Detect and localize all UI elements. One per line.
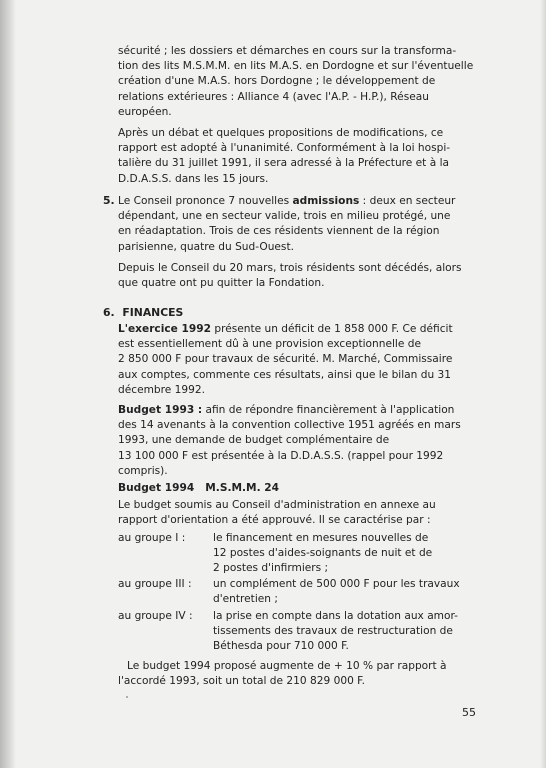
text-line: Le budget 1994 proposé augmente de + 10 % par rapport à bbox=[127, 660, 447, 672]
text-line: d'entretien ; bbox=[213, 593, 278, 606]
text-line: le financement en mesures nouvelles de bbox=[213, 532, 429, 544]
group-4-item bbox=[118, 609, 476, 655]
group-3-item bbox=[118, 577, 476, 608]
text-line: 1993, une demande de budget complémentaire de bbox=[118, 434, 390, 447]
text-line: création d'une M.A.S. hors Dordogne ; le développement de bbox=[118, 75, 436, 88]
group-label: au groupe IV : bbox=[118, 610, 193, 622]
text-span: afin de répondre financièrement à l'application bbox=[202, 404, 455, 416]
text-line: Après un débat et quelques propositions de modifications, ce bbox=[118, 127, 444, 139]
text-line: un complément de 500 000 F pour les travaux bbox=[213, 578, 460, 590]
text-line: tion des lits M.S.M.M. en lits M.A.S. en Dordogne et sur l'éventuelle bbox=[118, 60, 474, 73]
text-line: 2 postes d'infirmiers ; bbox=[213, 562, 329, 575]
text-line: décembre 1992. bbox=[118, 383, 205, 396]
text-line: 13 100 000 F est présentée à la D.D.A.S.S. (rappel pour 1992 bbox=[118, 449, 444, 462]
page-number: 55 bbox=[462, 706, 476, 719]
text-line: aux comptes, commente ces résultats, ainsi que le bilan du 31 bbox=[118, 368, 452, 381]
paragraph-deaths bbox=[118, 261, 476, 291]
paragraph-security bbox=[118, 44, 476, 120]
text-line: des 14 avenants à la convention collective 1951 agréés en mars bbox=[118, 419, 461, 432]
text-span: présente un déficit de 1 858 000 F. Ce déficit bbox=[210, 323, 453, 335]
text-line: que quatre ont pu quitter la Fondation. bbox=[118, 277, 325, 290]
paragraph-budget-total bbox=[118, 659, 476, 689]
group-text bbox=[213, 531, 476, 577]
text-line: la prise en compte dans la dotation aux amor- bbox=[213, 610, 458, 622]
paper-speck bbox=[126, 696, 128, 698]
paragraph-admissions bbox=[118, 194, 476, 255]
section-6-heading bbox=[103, 306, 183, 319]
text-line: D.D.A.S.S. dans les 15 jours. bbox=[118, 172, 269, 185]
admissions-keyword: admissions bbox=[292, 195, 360, 207]
text-line: est essentiellement dû à une provision exceptionnelle de bbox=[118, 338, 422, 351]
text-line bbox=[118, 403, 476, 418]
text-line: sécurité ; les dossiers et démarches en cours sur la transforma- bbox=[118, 45, 457, 57]
paragraph-budget-1993 bbox=[118, 403, 476, 479]
text-line: tissements des travaux de restructuration de bbox=[213, 625, 453, 638]
section-number-6: 6. bbox=[103, 306, 115, 319]
text-line: européen. bbox=[118, 105, 172, 118]
page-edge-shadow bbox=[540, 0, 546, 768]
text-line: 12 postes d'aides-soignants de nuit et de bbox=[213, 547, 433, 560]
text-span: : deux en secteur bbox=[359, 195, 456, 207]
exercice-keyword: L'exercice 1992 bbox=[118, 323, 211, 335]
budget-1994-heading: Budget 1994 M.S.M.M. 24 bbox=[118, 482, 280, 494]
text-line: rapport d'orientation a été approuvé. Il se caractérise par : bbox=[118, 514, 431, 527]
text-line: Le budget soumis au Conseil d'administration en annexe au bbox=[118, 499, 436, 512]
group-label: au groupe I : bbox=[118, 532, 186, 544]
group-label: au groupe III : bbox=[118, 578, 192, 590]
group-text bbox=[213, 609, 476, 655]
budget-1993-keyword: Budget 1993 : bbox=[118, 404, 203, 416]
text-line: dépendant, une en secteur valide, trois en milieu protégé, une bbox=[118, 210, 451, 223]
text-line: relations extérieures : Alliance 4 (avec l'A.P. - H.P.), Réseau bbox=[118, 90, 429, 103]
page-gutter-shadow bbox=[0, 0, 16, 768]
section-number-5: 5. bbox=[103, 194, 115, 207]
text-line: compris). bbox=[118, 464, 168, 477]
text-line: Béthesda pour 710 000 F. bbox=[213, 640, 349, 653]
group-1-item bbox=[118, 531, 476, 577]
group-text bbox=[213, 577, 476, 607]
paragraph-exercice-1992 bbox=[118, 322, 476, 398]
text-line bbox=[118, 194, 476, 209]
paragraph-budget-1994 bbox=[118, 481, 476, 529]
text-line: rapport est adopté à l'unanimité. Conformément à la loi hospi- bbox=[118, 142, 451, 155]
text-line: talière du 31 juillet 1991, il sera adressé à la Préfecture et à la bbox=[118, 157, 450, 170]
section-title: FINANCES bbox=[122, 306, 184, 319]
text-span: Le Conseil prononce 7 nouvelles bbox=[118, 195, 293, 207]
text-line: en réadaptation. Trois de ces résidents viennent de la région bbox=[118, 225, 440, 238]
text-line: l'accordé 1993, soit un total de 210 829 000 F. bbox=[118, 675, 365, 688]
paragraph-adoption bbox=[118, 126, 476, 187]
text-line: parisienne, quatre du Sud-Ouest. bbox=[118, 240, 294, 253]
text-line: 2 850 000 F pour travaux de sécurité. M. Marché, Commissaire bbox=[118, 353, 453, 366]
text-line bbox=[118, 322, 476, 337]
text-line: Depuis le Conseil du 20 mars, trois résidents sont décédés, alors bbox=[118, 262, 462, 274]
